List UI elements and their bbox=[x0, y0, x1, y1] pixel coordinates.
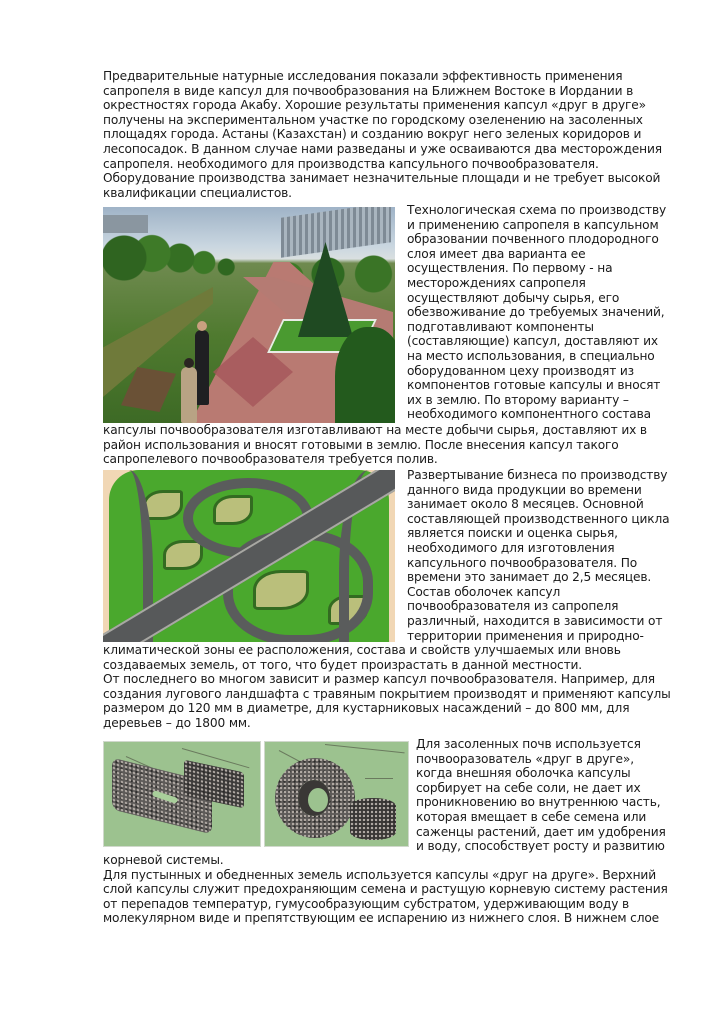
text-line: от перепадов температур, гумусообразующим субстратом, удерживающим воду в bbox=[103, 896, 630, 911]
text-line: осуществляют добычу сырья, его bbox=[407, 290, 620, 305]
text-line: составляющей производственного цикла bbox=[407, 511, 670, 526]
capsule-ring-render bbox=[264, 741, 409, 847]
capsule-ring bbox=[275, 758, 355, 838]
text-line: корневой системы. bbox=[103, 853, 224, 867]
text-line: подготавливают компоненты bbox=[407, 319, 594, 334]
text-line: необходимого компонентного состава bbox=[407, 407, 651, 422]
dimension-line bbox=[365, 778, 393, 779]
park-boulevard-render bbox=[103, 207, 395, 423]
text-line: капсулы почвообразователя изготавливают на месте добычи сырья, доставляют их в bbox=[103, 423, 647, 437]
text-line: необходимого для изготовления bbox=[407, 540, 615, 555]
text-line: Для засоленных почв используется bbox=[416, 737, 641, 751]
text-line: создаваемых земель, от того, что будет произрастать в данной местности. bbox=[103, 657, 583, 672]
paragraph-technology-continued bbox=[103, 423, 647, 467]
text-line: (составляющие) капсул, доставляют их bbox=[407, 334, 658, 349]
capsule-box-render bbox=[103, 741, 261, 847]
text-line: создания лугового ландшафта с травяным покрытием производят и применяют капсулы bbox=[103, 686, 671, 701]
highway-interchange-render bbox=[103, 470, 395, 642]
text-line: обезвоживание до требуемых значений, bbox=[407, 305, 665, 320]
capsule-cylinder bbox=[350, 798, 396, 840]
text-line: От последнего во многом зависит и размер капсул почвообразователя. Например, для bbox=[103, 672, 655, 687]
text-line: сапропелевого почвообразователя требуется полив. bbox=[103, 452, 438, 467]
paragraph-technology-side bbox=[407, 203, 666, 422]
text-line: почвооразователь «друг в друге», bbox=[416, 751, 634, 766]
text-line: слой капсулы служит предохраняющим семена и растущую корневую систему растения bbox=[103, 882, 668, 897]
text-line: почвообразователя из сапропеля bbox=[407, 599, 619, 614]
text-line: площадях города. Астаны (Казахстан) и созданию вокруг него зеленых коридоров и bbox=[103, 127, 642, 142]
text-line: климатической зоны ее расположения, состава и свойств улучшаемых или вновь bbox=[103, 643, 621, 657]
text-line: осуществления. По первому - на bbox=[407, 261, 613, 276]
text-line: сорбирует на себе соли, не дает их bbox=[416, 780, 641, 795]
text-line: Оборудование производства занимает незначительные площади и не требует высокой bbox=[103, 171, 661, 186]
text-line: является поиски и оценка сырья, bbox=[407, 526, 618, 541]
text-line: сапропеля в виде капсул для почвообразования на Ближнем Востоке в Иордании в bbox=[103, 83, 634, 98]
text-line: деревьев – до 1800 мм. bbox=[103, 715, 251, 730]
text-line: месторождениях сапропеля bbox=[407, 275, 586, 290]
text-line: Технологическая схема по производству bbox=[407, 203, 667, 217]
text-line: слоя имеет два варианта ее bbox=[407, 246, 586, 261]
bush bbox=[335, 327, 395, 423]
text-line: занимает около 8 месяцев. Основной bbox=[407, 497, 644, 512]
text-line: когда внешняя оболочка капсулы bbox=[416, 766, 631, 781]
text-line: и применению сапропеля в капсульном bbox=[407, 217, 659, 232]
text-line: лесопосадок. В данном случае нами разведаны и уже осваиваются два месторождения bbox=[103, 141, 662, 156]
text-line: на место использования, в специально bbox=[407, 348, 655, 363]
person-figure bbox=[181, 367, 197, 423]
text-line: Состав оболочек капсул bbox=[407, 584, 561, 599]
tree-row-left bbox=[103, 222, 243, 312]
text-line: их в землю. По второму варианту – bbox=[407, 392, 629, 407]
text-line: которая вмещает в себе семена или bbox=[416, 809, 647, 824]
text-line: проникновению во внутреннюю часть, bbox=[416, 795, 661, 810]
text-line: саженцы растений, дает им удобрения bbox=[416, 824, 666, 839]
text-line: оборудованном цеху производят из bbox=[407, 363, 635, 378]
text-line: различный, находится в зависимости от bbox=[407, 613, 663, 628]
paragraph-intro bbox=[103, 69, 662, 200]
text-line: и воду, способствует росту и развитию bbox=[416, 839, 665, 854]
ornament-bed bbox=[163, 540, 203, 570]
text-line: компонентов готовые капсулы и вносят bbox=[407, 378, 661, 393]
paragraph-desert-soils bbox=[103, 853, 668, 926]
dimension-line bbox=[325, 744, 405, 753]
text-line: Для пустынных и обедненных земель используется капсулы «друг на друге». Верхний bbox=[103, 867, 656, 882]
text-line: размером до 120 мм в диаметре, для кустарниковых насаждений – до 800 мм, для bbox=[103, 701, 630, 716]
text-line: времени это занимает до 2,5 месяцев. bbox=[407, 570, 652, 585]
text-line: образовании почвенного плодородного bbox=[407, 232, 659, 247]
text-line: данного вида продукции во времени bbox=[407, 482, 642, 497]
text-line: Развертывание бизнеса по производству bbox=[407, 468, 668, 482]
text-line: получены на экспериментальном участке по городскому озеленению на засоленных bbox=[103, 112, 643, 127]
person-figure bbox=[195, 330, 209, 405]
paragraph-saline-soils-side bbox=[416, 737, 666, 854]
text-line: квалификации специалистов. bbox=[103, 185, 292, 200]
text-line: территории применения и природно- bbox=[407, 628, 644, 643]
paragraph-business-side bbox=[407, 468, 669, 643]
text-line: сапропеля. необходимого для производства капсульного почвообразователя. bbox=[103, 156, 599, 171]
paragraph-capsule-size bbox=[103, 643, 671, 731]
text-line: Предварительные натурные исследования показали эффективность применения bbox=[103, 69, 623, 83]
text-line: район использования и вносят готовыми в землю. После внесения капсул такого bbox=[103, 437, 619, 452]
text-line: окрестностях города Акабу. Хорошие результаты применения капсул «друг в друге» bbox=[103, 98, 646, 113]
text-line: молекулярном виде и препятствующим ее испарению из нижнего слоя. В нижнем слое bbox=[103, 911, 660, 926]
text-line: капсульного почвообразователя. По bbox=[407, 555, 638, 570]
